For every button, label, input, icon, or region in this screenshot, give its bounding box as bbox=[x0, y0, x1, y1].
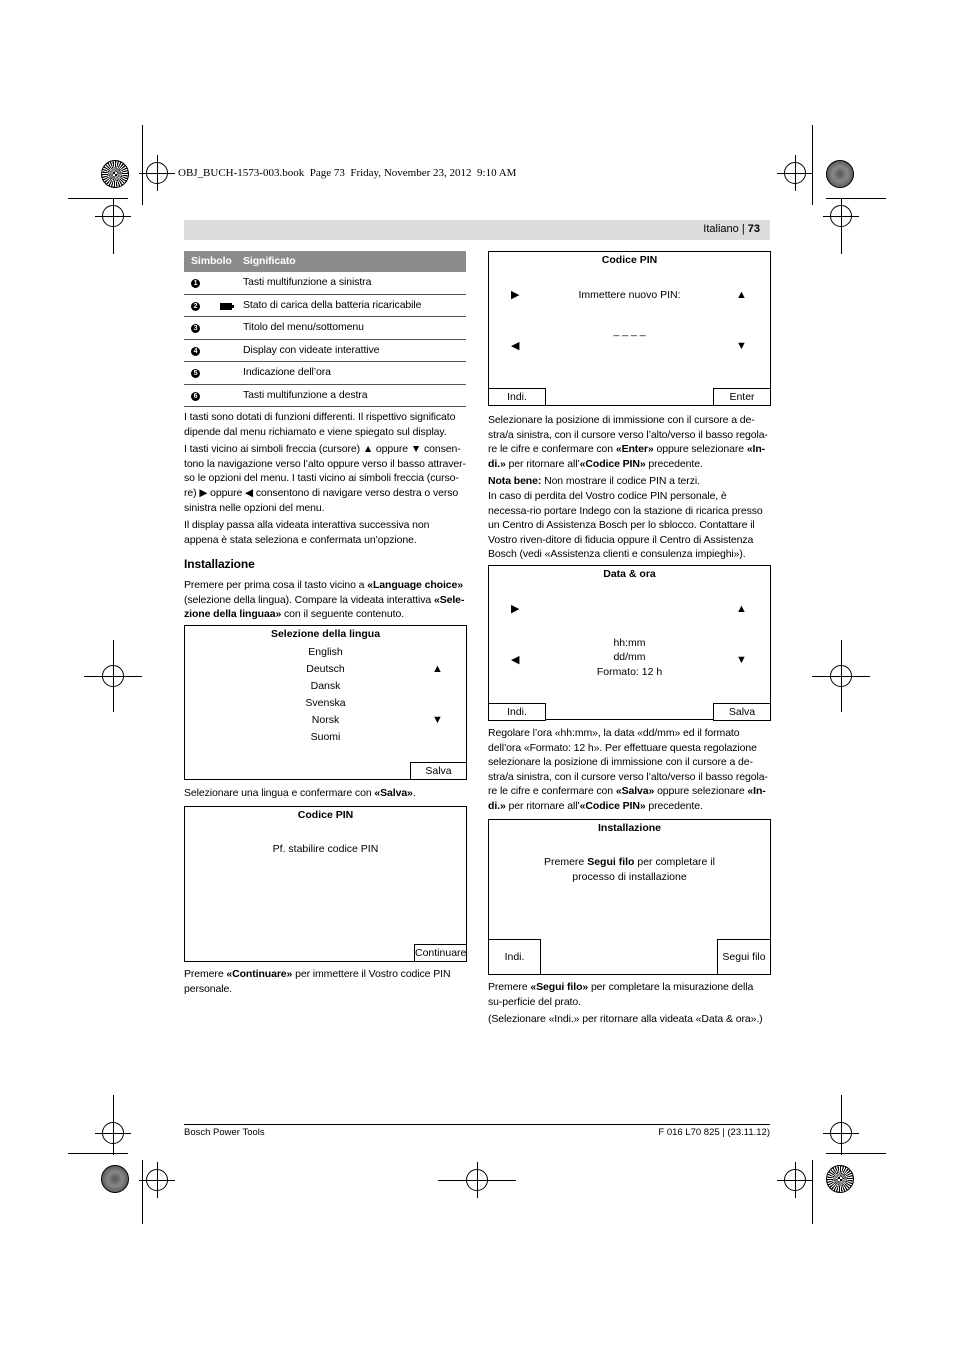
right-text-block bbox=[488, 413, 770, 565]
page-header bbox=[703, 223, 760, 235]
text: per completare la misurazione della su-perficie del prato. bbox=[488, 981, 754, 1008]
text: precedente. bbox=[645, 457, 703, 470]
paragraph: I tasti vicino ai simboli freccia (cursore) ▲ oppure ▼ consen-tono la navigazione verso l’alto oppure verso il basso attraver-so le opzioni del menu. I tasti vicino ai simboli freccia (curso-re) ▶ oppure ◀ consentono di navigare verso destra o verso sinistra nelle opzioni del menu. bbox=[184, 443, 466, 514]
text: per ritornare all’ bbox=[505, 457, 580, 470]
arrow-up-icon[interactable]: ▲ bbox=[736, 289, 747, 301]
print-header: OBJ_BUCH-1573-003.book Page 73 Friday, November 23, 2012 9:10 AM bbox=[178, 167, 517, 179]
text: oppure selezionare bbox=[654, 785, 748, 798]
text-bold: «Segui filo» bbox=[530, 981, 589, 993]
paragraph bbox=[488, 413, 770, 471]
text: Selezionare una lingua e confermare con bbox=[184, 787, 375, 799]
pin-setup-screen bbox=[184, 806, 467, 962]
arrow-down-icon[interactable]: ▼ bbox=[736, 654, 747, 666]
crop-mark bbox=[68, 1153, 128, 1154]
time-format[interactable]: hh:mm bbox=[613, 637, 646, 649]
language-screen bbox=[184, 625, 467, 780]
crop-mark bbox=[826, 198, 886, 199]
registration-disc bbox=[826, 160, 854, 188]
note bbox=[488, 474, 770, 489]
crop-mark bbox=[142, 1160, 143, 1224]
paragraph bbox=[488, 726, 770, 814]
text-bold: «Continuare» bbox=[226, 968, 293, 980]
text: Premere per prima cosa il tasto vicino a bbox=[184, 578, 368, 591]
note-label: Nota bene: bbox=[488, 475, 542, 488]
footer-brand: Bosch Power Tools bbox=[184, 1127, 265, 1138]
crop-mark bbox=[438, 1180, 516, 1181]
new-pin-screen bbox=[488, 251, 771, 406]
arrow-down-icon[interactable]: ▼ bbox=[736, 340, 747, 352]
table-cell-symbol bbox=[184, 272, 236, 294]
paragraph: Il display passa alla videata interattiva successiva non appena è stata seleziona e confermata un’opzione. bbox=[184, 519, 430, 546]
note-text: Non mostrare il codice PIN a terzi. bbox=[541, 475, 700, 488]
registration-mark bbox=[784, 162, 806, 184]
text-bold: «Codice PIN» bbox=[579, 457, 646, 470]
left-caption bbox=[184, 786, 466, 804]
text: per completare il bbox=[634, 856, 715, 868]
text: oppure selezionare bbox=[653, 443, 747, 456]
language-option[interactable]: Deutsch bbox=[306, 663, 345, 675]
save-button[interactable]: Salva bbox=[410, 762, 467, 780]
follow-wire-button[interactable]: Segui filo bbox=[717, 939, 771, 975]
language-list bbox=[185, 644, 466, 746]
back-button[interactable]: Indi. bbox=[488, 939, 541, 975]
text: . bbox=[412, 787, 416, 799]
screen-message: Pf. stabilire codice PIN bbox=[272, 843, 379, 855]
circled-number: 6 bbox=[191, 392, 200, 401]
text: Premere bbox=[488, 981, 531, 993]
language-option[interactable]: Dansk bbox=[310, 680, 341, 692]
crop-mark bbox=[113, 198, 114, 254]
text: per ritornare all’ bbox=[505, 799, 580, 812]
text: Selezionare la posizione di immissione con il cursore a de-stra/a sinistra, con il cursore verso l’alto/verso il basso regola-re le cifre e confermare con bbox=[488, 414, 768, 456]
screen-title: Selezione della lingua bbox=[270, 628, 381, 640]
language-option[interactable]: Norsk bbox=[311, 714, 340, 726]
enter-button[interactable]: Enter bbox=[713, 388, 771, 406]
installation-screen bbox=[488, 819, 771, 975]
table-row bbox=[184, 384, 466, 407]
text: Regolare l’ora «hh:mm», la data «dd/mm» ed il formato dell’ora «Formato: 12 h». Per effettuare questa regolazione selezionare la posizione di immissione con il cursore a de-stra/a sinistra, con il cursore verso l’alto/verso il basso regola-re le cifre e confermare con bbox=[488, 727, 768, 798]
screen-message: processo di installazione bbox=[572, 871, 687, 883]
screen-title: Data & ora bbox=[603, 568, 656, 580]
back-button[interactable]: Indi. bbox=[488, 703, 546, 721]
table-row bbox=[184, 317, 466, 340]
table-cell-symbol bbox=[184, 317, 236, 340]
text: precedente. bbox=[645, 799, 703, 812]
table-header-row bbox=[184, 251, 466, 272]
paragraph bbox=[488, 980, 770, 1009]
arrow-up-icon[interactable]: ▲ bbox=[432, 663, 443, 675]
arrow-right-icon[interactable]: ▶ bbox=[511, 603, 520, 615]
back-button[interactable]: Indi. bbox=[488, 388, 546, 406]
text-bold: «Language choice» bbox=[367, 578, 463, 591]
crop-mark bbox=[113, 1095, 114, 1155]
table-cell-meaning: Indicazione dell’ora bbox=[236, 362, 466, 385]
crop-mark bbox=[812, 125, 813, 205]
table-header-symbol: Simbolo bbox=[184, 251, 236, 272]
table-row bbox=[184, 272, 466, 294]
paragraph bbox=[184, 967, 466, 996]
crop-mark bbox=[841, 640, 842, 712]
table-cell-symbol bbox=[184, 294, 236, 317]
circled-number: 4 bbox=[191, 347, 200, 356]
table-cell-symbol bbox=[184, 362, 236, 385]
text-bold: «In-di.» bbox=[488, 785, 766, 812]
text: Premere bbox=[544, 856, 588, 868]
table-cell-meaning: Titolo del menu/sottomenu bbox=[236, 317, 466, 340]
right-text-block bbox=[488, 980, 770, 1030]
battery-icon bbox=[220, 303, 232, 310]
date-format[interactable]: dd/mm bbox=[613, 651, 646, 663]
crop-mark bbox=[812, 1160, 813, 1224]
arrow-left-icon[interactable]: ◀ bbox=[511, 654, 520, 666]
table-row bbox=[184, 339, 466, 362]
symbol-table bbox=[184, 251, 466, 407]
page-header-bar bbox=[184, 220, 770, 240]
text-bold: «Salva» bbox=[615, 785, 655, 798]
crop-mark bbox=[68, 198, 128, 199]
screen-title: Installazione bbox=[597, 822, 661, 834]
screen-title: Codice PIN bbox=[601, 254, 658, 266]
table-row bbox=[184, 294, 466, 317]
text-bold: «In-di.» bbox=[488, 443, 766, 470]
continue-button[interactable]: Continuare bbox=[414, 944, 467, 962]
text: per immettere il Vostro codice PIN personale. bbox=[184, 968, 451, 995]
text-bold: «Codice PIN» bbox=[579, 799, 646, 812]
text-bold: Segui filo bbox=[587, 856, 635, 868]
registration-disc bbox=[101, 1165, 129, 1193]
section-heading: Installazione bbox=[184, 557, 255, 572]
pin-entry-field[interactable]: _ _ _ _ bbox=[613, 325, 646, 337]
table-cell-meaning: Display con videate interattive bbox=[236, 339, 466, 362]
circled-number: 5 bbox=[191, 369, 200, 378]
circled-number: 2 bbox=[191, 302, 200, 311]
screen-title: Codice PIN bbox=[297, 809, 354, 821]
table-cell-meaning: Tasti multifunzione a sinistra bbox=[236, 272, 466, 294]
left-column bbox=[184, 251, 466, 625]
crop-mark bbox=[826, 1153, 886, 1154]
crop-mark bbox=[113, 640, 114, 712]
date-time-screen bbox=[488, 565, 771, 720]
text: con il seguente contenuto. bbox=[281, 608, 405, 621]
table-cell-symbol bbox=[184, 339, 236, 362]
save-button[interactable]: Salva bbox=[713, 703, 771, 721]
table-cell-meaning: Stato di carica della batteria ricaricabile bbox=[236, 294, 466, 317]
language-option[interactable]: English bbox=[308, 646, 343, 658]
crop-mark bbox=[142, 125, 143, 205]
crop-mark bbox=[841, 198, 842, 254]
table-header-meaning: Significato bbox=[236, 251, 466, 272]
paragraph: I tasti sono dotati di funzioni differenti. Il rispettivo significato dipende dal menu richiamato e viene spiegato sul display. bbox=[184, 411, 456, 438]
footer-rule bbox=[184, 1124, 770, 1125]
registration-disc bbox=[826, 1165, 854, 1193]
paragraph: (Selezionare «Indi.» per ritornare alla videata «Data & ora».) bbox=[488, 1013, 763, 1026]
crop-mark bbox=[841, 1095, 842, 1155]
screen-message: Immettere nuovo PIN: bbox=[578, 289, 681, 301]
registration-mark bbox=[784, 1169, 806, 1191]
arrow-left-icon[interactable]: ◀ bbox=[511, 340, 520, 352]
screen-message bbox=[489, 855, 770, 870]
circled-number: 1 bbox=[191, 279, 200, 288]
text: (selezione della lingua). Compare la videata interattiva bbox=[184, 593, 434, 606]
table-cell-symbol bbox=[184, 384, 236, 407]
footer-doc-id: F 016 L70 825 | (23.11.12) bbox=[658, 1127, 770, 1138]
text-bold: «Salva» bbox=[374, 787, 413, 799]
arrow-right-icon[interactable]: ▶ bbox=[511, 289, 520, 301]
left-caption bbox=[184, 967, 466, 999]
text: Premere bbox=[184, 968, 227, 980]
hour-format[interactable]: Formato: 12 h bbox=[596, 666, 663, 678]
paragraph bbox=[184, 786, 466, 801]
text-bold: «Enter» bbox=[615, 443, 654, 456]
language-option[interactable]: Suomi bbox=[310, 731, 341, 743]
page-language: Italiano | bbox=[703, 223, 748, 235]
text-bold: «Sele-zione della linguaa» bbox=[184, 593, 465, 621]
right-text-block bbox=[488, 726, 770, 817]
registration-mark bbox=[146, 162, 168, 184]
language-option[interactable]: Svenska bbox=[305, 697, 346, 709]
arrow-down-icon[interactable]: ▼ bbox=[432, 714, 443, 726]
paragraph: In caso di perdita del Vostro codice PIN personale, è necessa-rio portare Indego con la stazione di ricarica presso un Centro di Assistenza Bosch per lo sblocco. Contattare il Vostro riven-ditore di fiducia oppure il Centro di Assistenza Bosch (vedi «Assistenza clienti e consulenza impieghi»). bbox=[488, 489, 763, 561]
circled-number: 3 bbox=[191, 324, 200, 333]
page-number: 73 bbox=[747, 223, 760, 235]
paragraph bbox=[184, 578, 466, 622]
registration-disc bbox=[101, 160, 129, 188]
table-row bbox=[184, 362, 466, 385]
registration-mark bbox=[146, 1169, 168, 1191]
table-cell-meaning: Tasti multifunzione a destra bbox=[236, 384, 466, 407]
arrow-up-icon[interactable]: ▲ bbox=[736, 603, 747, 615]
